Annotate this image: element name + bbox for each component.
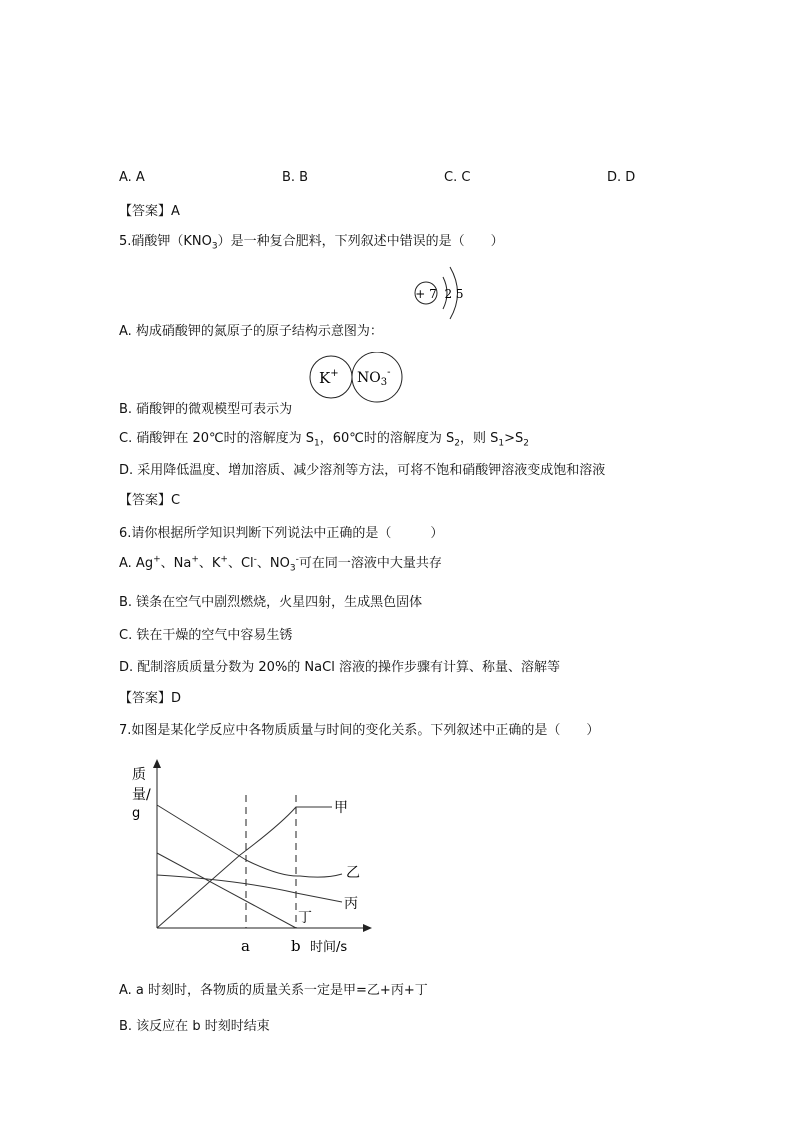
- q6-stem: 6.请你根据所学知识判断下列说法中正确的是（ ）: [119, 526, 444, 541]
- series-ding-line: [157, 853, 296, 928]
- q4-answer: 【答案】A: [119, 204, 180, 219]
- q7-stem: 7.如图是某化学反应中各物质质量与时间的变化关系。下列叙述中正确的是（ ）: [119, 723, 600, 738]
- q5-option-b: B. 硝酸钾的微观模型可表示为: [119, 402, 293, 417]
- y-axis-label-2: 量/: [132, 787, 151, 803]
- series-label-yi: 乙: [346, 865, 360, 881]
- k-ion-label: K+: [319, 368, 339, 387]
- y-axis-label-3: g: [132, 806, 141, 821]
- q6-option-d: D. 配制溶质质量分数为 20%的 NaCl 溶液的操作步骤有计算、称量、溶解等: [119, 660, 560, 675]
- y-axis-arrow: [153, 759, 161, 768]
- q5-option-a: A. 构成硝酸钾的氮原子的原子结构示意图为：: [119, 324, 383, 339]
- q5-option-c: C. 硝酸钾在 20℃时的溶解度为 $S_1$，60℃时的溶解度为 $S_2$，则 $S_1>S_2$: [119, 431, 530, 449]
- q5-stem: 5.硝酸钾$(KNO_3)$是一种复合肥料，下列叙述中错误的是（ ）: [119, 234, 504, 252]
- series-label-ding: 丁: [298, 910, 312, 926]
- q4-option-a: A. A: [119, 170, 145, 185]
- series-label-jia: 甲: [334, 800, 348, 816]
- q4-option-c: C. C: [444, 170, 471, 185]
- mass-time-chart: [120, 755, 380, 965]
- q6-answer: 【答案】D: [119, 691, 182, 706]
- atom-shell-electrons: 2 5: [444, 287, 464, 301]
- no3-ion-label: $NO_3^-$: [357, 367, 391, 388]
- q7-option-b: B. 该反应在 b 时刻时结束: [119, 1019, 270, 1034]
- q6-option-c: C. 铁在干燥的空气中容易生锈: [119, 628, 293, 643]
- nitrogen-atom-diagram: [405, 255, 475, 327]
- series-label-bing: 丙: [344, 896, 358, 912]
- atom-nucleus-label: + 7: [415, 287, 437, 301]
- x-axis-arrow: [363, 924, 372, 932]
- q4-option-d: D. D: [607, 170, 636, 185]
- tick-label-b: b: [291, 937, 301, 955]
- q7-option-a: A. a 时刻时，各物质的质量关系一定是甲=乙+丙+丁: [119, 983, 428, 998]
- q4-option-b: B. B: [282, 170, 309, 185]
- q6-option-b: B. 镁条在空气中剧烈燃烧，火星四射，生成黑色固体: [119, 595, 423, 610]
- y-axis-label-1: 质: [132, 767, 146, 783]
- x-axis-label: 时间/s: [310, 940, 348, 955]
- series-bing-line: [157, 875, 342, 902]
- q5-answer: 【答案】C: [119, 493, 181, 508]
- q6-option-a: A. Ag+、Na+、K+、Cl-、$NO_3^-$可在同一溶液中大量共存: [119, 554, 442, 574]
- q5-option-d: D. 采用降低温度、增加溶质、减少溶剂等方法，可将不饱和硝酸钾溶液变成饱和溶液: [119, 463, 606, 478]
- tick-label-a: a: [241, 937, 250, 955]
- kno3-model-diagram: [308, 352, 404, 404]
- series-yi-line: [157, 805, 342, 877]
